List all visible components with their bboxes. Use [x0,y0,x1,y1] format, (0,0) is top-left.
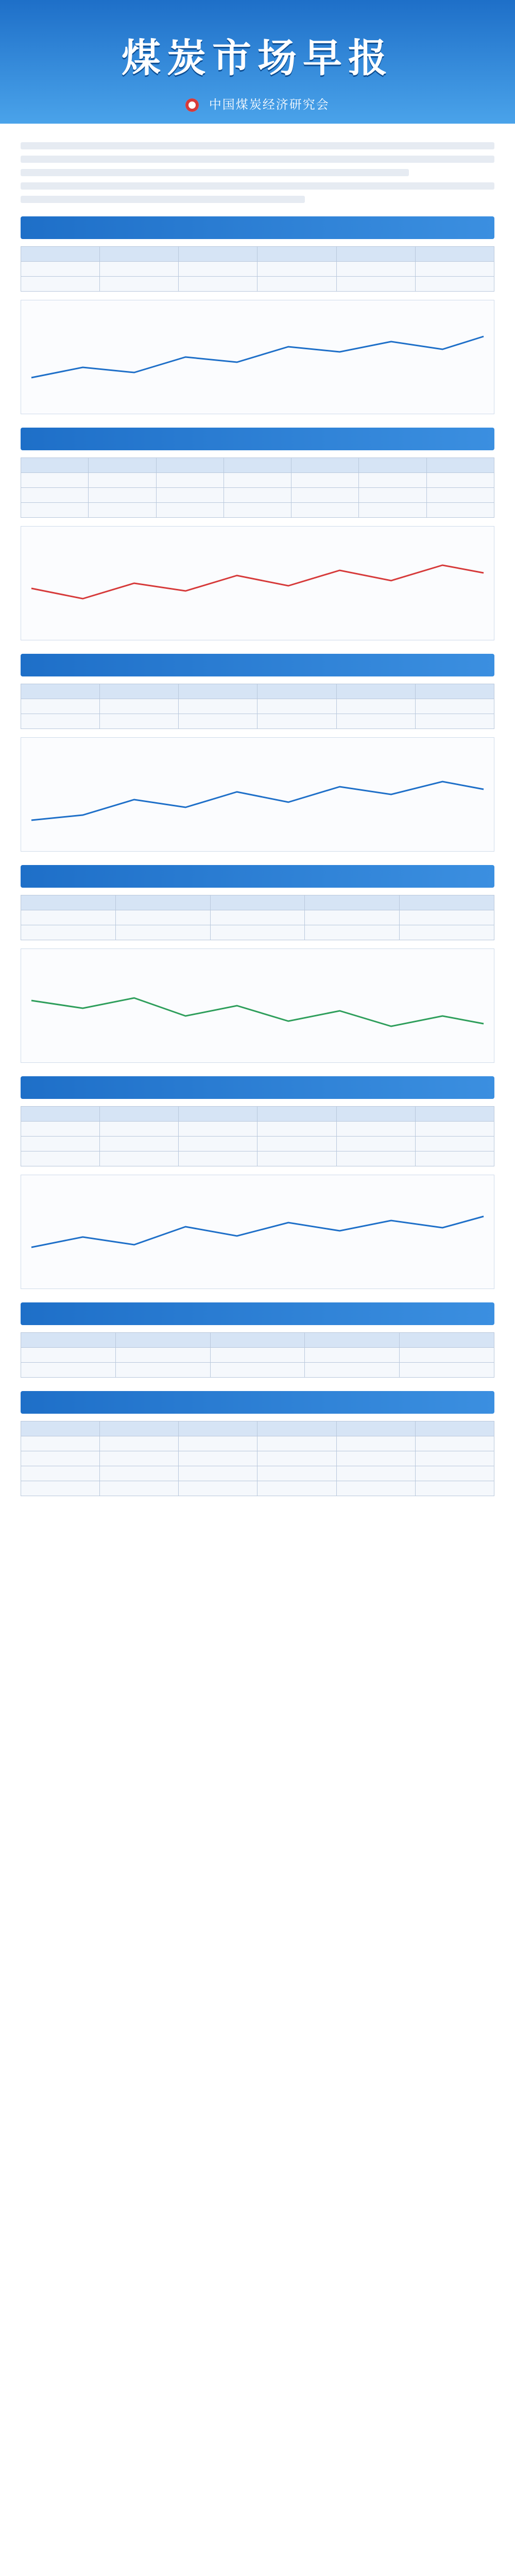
data-table-6 [21,1332,494,1378]
chart-line [31,565,484,599]
data-table-4 [21,895,494,940]
data-table-7 [21,1421,494,1496]
report-title: 煤炭市场早报 [122,35,393,81]
trend-chart-3 [21,737,494,852]
section-header-2 [21,428,494,450]
trend-chart-1 [21,300,494,414]
report-body [0,124,515,1496]
chart-line [31,998,484,1026]
publisher-logo-icon [185,98,199,112]
trend-chart-5 [21,1175,494,1289]
data-table-5 [21,1106,494,1166]
section-header-6 [21,1302,494,1325]
chart-line [31,1216,484,1247]
section-header-5 [21,1076,494,1099]
section-header-1 [21,216,494,239]
report-banner [0,0,515,124]
publisher-line [0,94,515,112]
data-table-1 [21,246,494,292]
chart-line [31,782,484,820]
publisher-name: 中国煤炭经济研究会 [209,97,330,112]
intro-paragraph [21,142,494,203]
data-table-3 [21,684,494,729]
trend-chart-2 [21,526,494,640]
trend-chart-4 [21,948,494,1063]
section-header-4 [21,865,494,888]
data-table-2 [21,457,494,518]
section-header-7 [21,1391,494,1414]
section-header-3 [21,654,494,676]
chart-line [31,336,484,378]
